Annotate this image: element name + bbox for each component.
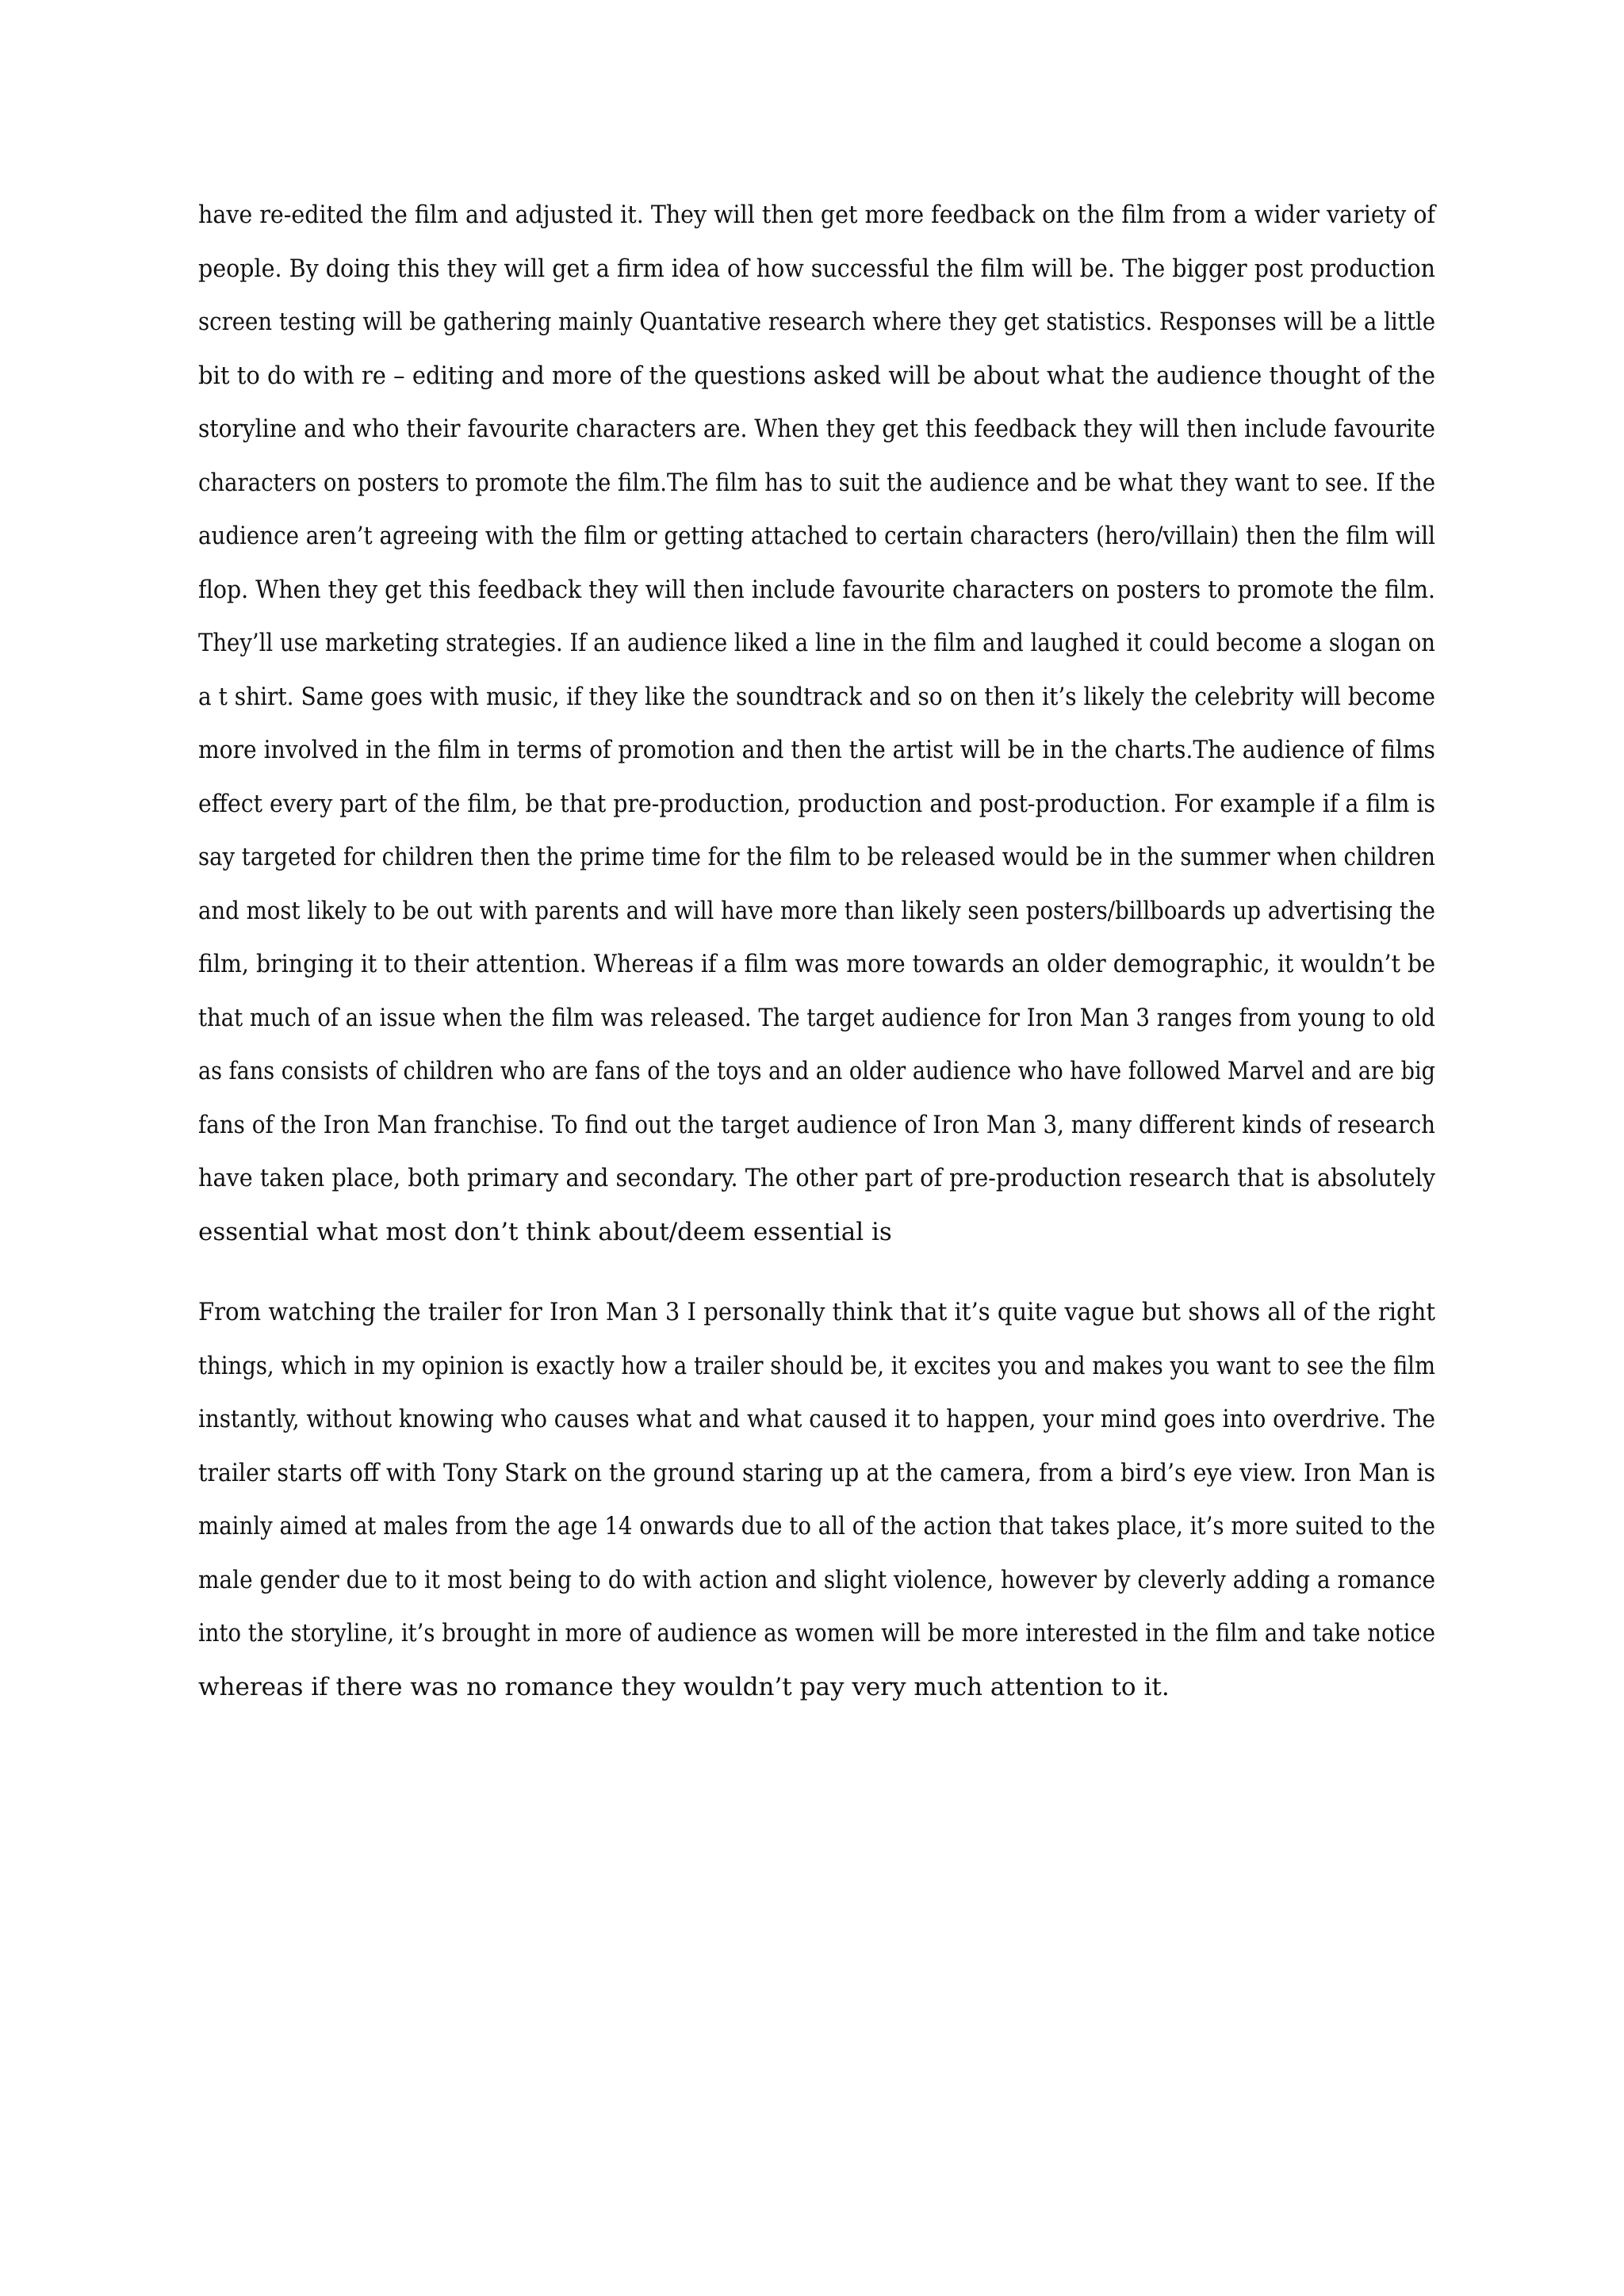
paragraph-1 <box>198 189 1435 1259</box>
paragraph-2 <box>198 1286 1435 1714</box>
text-line: From watching the trailer for Iron Man 3 I personally think that it’s quite vague but shows all of the right <box>198 1298 1435 1326</box>
text-line: a t shirt. Same goes with music, if they like the soundtrack and so on then it’s likely the celebrity will become <box>198 682 1435 711</box>
text-line: film, bringing it to their attention. Whereas if a film was more towards an older demographic, it wouldn’t be <box>198 950 1435 978</box>
text-line: people. By doing this they will get a firm idea of how successful the film will be. The bigger post production <box>198 254 1435 283</box>
text-line: male gender due to it most being to do with action and slight violence, however by cleverly adding a romance <box>198 1565 1435 1594</box>
text-line: instantly, without knowing who causes what and what caused it to happen, your mind goes into overdrive. The <box>198 1405 1435 1433</box>
text-line: things, which in my opinion is exactly how a trailer should be, it excites you and makes you want to see the film <box>198 1351 1435 1380</box>
text-line: audience aren’t agreeing with the film or getting attached to certain characters (hero/villain) then the film will <box>198 522 1435 550</box>
text-line: whereas if there was no romance they wouldn’t pay very much attention to it. <box>198 1672 1170 1701</box>
text-line: screen testing will be gathering mainly Quantative research where they get statistics. Responses will be a little <box>198 308 1435 336</box>
text-line: mainly aimed at males from the age 14 onwards due to all of the action that takes place, it’s more suited to the <box>198 1512 1435 1540</box>
text-line: essential what most don’t think about/deem essential is <box>198 1217 892 1246</box>
text-line: have re-edited the film and adjusted it. They will then get more feedback on the film from a wider variety of <box>198 201 1435 229</box>
text-line: trailer starts off with Tony Stark on the ground staring up at the camera, from a bird’s eye view. Iron Man is <box>198 1458 1435 1487</box>
text-line: effect every part of the film, be that pre-production, production and post-production. For example if a film is <box>198 789 1435 818</box>
text-line: storyline and who their favourite characters are. When they get this feedback they will then include favourite <box>198 415 1435 443</box>
text-line: as fans consists of children who are fans of the toys and an older audience who have followed Marvel and are big <box>198 1057 1435 1085</box>
text-line: that much of an issue when the film was released. The target audience for Iron Man 3 ranges from young to old <box>198 1003 1435 1032</box>
text-line: and most likely to be out with parents and will have more than likely seen posters/billboards up advertising the <box>198 896 1435 925</box>
text-line: flop. When they get this feedback they will then include favourite characters on posters to promote the film. <box>198 575 1435 604</box>
text-line: say targeted for children then the prime time for the film to be released would be in the summer when children <box>198 843 1435 871</box>
text-line: fans of the Iron Man franchise. To find out the target audience of Iron Man 3, many different kinds of research <box>198 1110 1435 1139</box>
text-line: bit to do with re – editing and more of the questions asked will be about what the audience thought of the <box>198 361 1435 390</box>
text-line: characters on posters to promote the film.The film has to suit the audience and be what they want to see. If the <box>198 468 1435 497</box>
text-line: into the storyline, it’s brought in more of audience as women will be more interested in the film and take notice <box>198 1619 1435 1647</box>
text-line: more involved in the film in terms of promotion and then the artist will be in the charts.The audience of films <box>198 736 1435 764</box>
text-line: They’ll use marketing strategies. If an audience liked a line in the film and laughed it could become a slogan on <box>198 629 1435 657</box>
text-line: have taken place, both primary and secondary. The other part of pre-production research that is absolutely <box>198 1164 1435 1192</box>
